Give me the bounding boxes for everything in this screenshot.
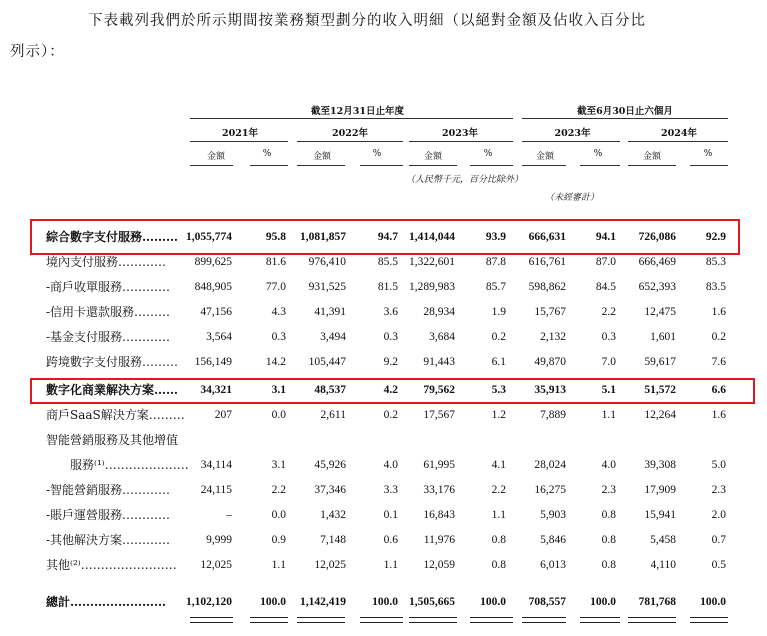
amount-cell: 37,346 xyxy=(314,484,346,496)
amount-cell: 3,564 xyxy=(206,331,232,343)
table-row xyxy=(0,302,767,323)
table-row xyxy=(0,505,767,526)
amount-cell: 91,443 xyxy=(423,356,455,368)
percent-cell: 100.0 xyxy=(372,596,398,608)
percent-cell: 3.3 xyxy=(383,484,398,496)
amount-cell: 51,572 xyxy=(644,384,676,396)
row-label: -商戶收單服務………… xyxy=(46,280,171,294)
amount-cell: 1,414,044 xyxy=(409,231,455,243)
header-group-halfyear: 截至6月30日止六個月 xyxy=(577,106,673,117)
percent-cell: 1.9 xyxy=(491,306,506,318)
table-row xyxy=(0,327,767,348)
amount-cell: 5,846 xyxy=(540,534,566,546)
row-label: -賬戶運營服務………… xyxy=(46,508,171,522)
amount-cell: 7,148 xyxy=(320,534,346,546)
percent-cell: 14.2 xyxy=(265,356,286,368)
percent-cell: 2.3 xyxy=(711,484,726,496)
percent-cell: 7.0 xyxy=(601,356,616,368)
amount-cell: 931,525 xyxy=(308,281,346,293)
amount-cell: 1,055,774 xyxy=(186,231,232,243)
amount-cell: 598,862 xyxy=(528,281,566,293)
amount-cell: 24,115 xyxy=(200,484,232,496)
row-label: -其他解決方案………… xyxy=(46,533,171,547)
rule-sub xyxy=(250,165,288,166)
subheader-pct: % xyxy=(593,149,603,159)
subheader-amount: 金額 xyxy=(535,152,554,162)
table-row xyxy=(0,530,767,551)
rule-sub xyxy=(409,165,457,166)
amount-cell: 2,611 xyxy=(320,409,346,421)
percent-cell: 3.1 xyxy=(271,384,286,396)
amount-cell: 666,631 xyxy=(528,231,566,243)
amount-cell: 5,458 xyxy=(650,534,676,546)
total-underline xyxy=(522,617,566,623)
amount-cell: 34,114 xyxy=(200,459,232,471)
percent-cell: 0.3 xyxy=(271,331,286,343)
header-year-2021: 2021年 xyxy=(222,128,258,139)
amount-cell: 28,024 xyxy=(534,459,566,471)
amount-cell: 12,025 xyxy=(200,559,232,571)
header-year-2022: 2022年 xyxy=(332,128,368,139)
amount-cell: 11,976 xyxy=(423,534,455,546)
amount-cell: 4,110 xyxy=(650,559,676,571)
rule-h2024 xyxy=(628,141,728,142)
percent-cell: 81.6 xyxy=(265,256,286,268)
amount-cell: 1,081,857 xyxy=(300,231,346,243)
percent-cell: 2.2 xyxy=(491,484,506,496)
percent-cell: 4.2 xyxy=(383,384,398,396)
highlight-box-payment xyxy=(30,219,740,255)
percent-cell: 4.0 xyxy=(601,459,616,471)
percent-cell: 0.7 xyxy=(711,534,726,546)
amount-cell: 708,557 xyxy=(528,596,566,608)
amount-cell xyxy=(375,430,455,451)
percent-cell: 1.1 xyxy=(601,409,616,421)
row-label: 其他⁽²⁾…………………… xyxy=(46,558,177,572)
rule-sub xyxy=(190,165,233,166)
amount-cell: 1,505,665 xyxy=(409,596,455,608)
amount-cell xyxy=(596,430,676,451)
amount-cell: 1,102,120 xyxy=(186,596,232,608)
amount-cell: 976,410 xyxy=(308,256,346,268)
amount-cell: 39,308 xyxy=(644,459,676,471)
percent-cell: 0.3 xyxy=(383,331,398,343)
percent-cell: 85.7 xyxy=(485,281,506,293)
percent-cell: 85.3 xyxy=(705,256,726,268)
amount-cell: 35,913 xyxy=(534,384,566,396)
rule-sub xyxy=(628,165,676,166)
percent-cell: 100.0 xyxy=(700,596,726,608)
amount-cell: 16,843 xyxy=(423,509,455,521)
rule-2023 xyxy=(409,141,513,142)
rule-sub xyxy=(360,165,403,166)
row-label: 境內支付服務………… xyxy=(46,255,167,269)
amount-cell: 1,142,419 xyxy=(300,596,346,608)
amount-cell: 2,132 xyxy=(540,331,566,343)
percent-cell: 0.3 xyxy=(601,331,616,343)
row-label: 總計…………………… xyxy=(46,595,167,609)
percent-cell: 0.8 xyxy=(491,534,506,546)
total-underline xyxy=(250,617,288,623)
amount-cell: 28,934 xyxy=(423,306,455,318)
table-row xyxy=(0,277,767,298)
row-label: 跨境數字支付服務……… xyxy=(46,355,179,369)
percent-cell: 0.2 xyxy=(383,409,398,421)
table-row xyxy=(0,592,767,613)
percent-cell: 1.1 xyxy=(271,559,286,571)
amount-cell: 7,889 xyxy=(540,409,566,421)
percent-cell: 0.6 xyxy=(383,534,398,546)
table-row xyxy=(0,252,767,273)
percent-cell: 87.8 xyxy=(485,256,506,268)
subheader-amount: 金額 xyxy=(206,152,225,162)
amount-cell: 207 xyxy=(214,409,232,421)
amount-cell: 33,176 xyxy=(423,484,455,496)
row-label: 商戶SaaS解決方案……… xyxy=(46,408,185,422)
table-row xyxy=(0,480,767,501)
percent-cell: 0.5 xyxy=(711,559,726,571)
total-underline xyxy=(470,617,513,623)
percent-cell: 94.1 xyxy=(595,231,616,243)
unaudited-note: （未經審計） xyxy=(545,193,600,203)
percent-cell: 2.0 xyxy=(711,509,726,521)
percent-cell: 0.1 xyxy=(383,509,398,521)
intro-line-2: 列示）： xyxy=(10,44,65,60)
amount-cell: 9,999 xyxy=(206,534,232,546)
percent-cell xyxy=(686,430,726,451)
amount-cell: 1,289,983 xyxy=(409,281,455,293)
percent-cell: 0.0 xyxy=(271,509,286,521)
amount-cell: 15,941 xyxy=(644,509,676,521)
amount-cell: 12,475 xyxy=(644,306,676,318)
total-underline xyxy=(580,617,620,623)
rule-2022 xyxy=(297,141,403,142)
total-underline xyxy=(628,617,676,623)
percent-cell: 0.9 xyxy=(271,534,286,546)
total-underline xyxy=(360,617,403,623)
unit-note: （人民幣千元，百分比除外） xyxy=(406,175,524,185)
percent-cell: 4.1 xyxy=(491,459,506,471)
amount-cell: 41,391 xyxy=(314,306,346,318)
rule-sub xyxy=(522,165,566,166)
percent-cell: 2.2 xyxy=(271,484,286,496)
percent-cell: 1.2 xyxy=(491,409,506,421)
amount-cell: 17,909 xyxy=(644,484,676,496)
row-label: 服務⁽¹⁾………………… xyxy=(70,458,189,472)
amount-cell: 3,684 xyxy=(429,331,455,343)
amount-cell: 16,275 xyxy=(534,484,566,496)
header-group-halfyear-rule xyxy=(522,118,728,119)
amount-cell: 105,447 xyxy=(308,356,346,368)
table-row xyxy=(0,405,767,426)
amount-cell: 848,905 xyxy=(194,281,232,293)
intro-paragraph xyxy=(10,6,750,68)
amount-cell: – xyxy=(226,509,232,521)
row-label: -智能營銷服務………… xyxy=(46,483,171,497)
table-row xyxy=(0,555,767,576)
row-label: -信用卡還款服務……… xyxy=(46,305,171,319)
amount-cell: 45,926 xyxy=(314,459,346,471)
percent-cell: 0.2 xyxy=(491,331,506,343)
percent-cell: 3.1 xyxy=(271,459,286,471)
table-row xyxy=(0,455,767,476)
amount-cell: 12,264 xyxy=(644,409,676,421)
amount-cell: 49,870 xyxy=(534,356,566,368)
percent-cell: 85.5 xyxy=(377,256,398,268)
percent-cell: 0.0 xyxy=(271,409,286,421)
amount-cell: 6,013 xyxy=(540,559,566,571)
percent-cell: 1.6 xyxy=(711,306,726,318)
amount-cell: 899,625 xyxy=(194,256,232,268)
percent-cell: 83.5 xyxy=(705,281,726,293)
amount-cell: 61,995 xyxy=(423,459,455,471)
rule-sub xyxy=(297,165,345,166)
subheader-pct: % xyxy=(483,149,493,159)
amount-cell: 1,601 xyxy=(650,331,676,343)
row-label: 智能營銷服務及其他增值 xyxy=(46,433,179,447)
percent-cell: 87.0 xyxy=(595,256,616,268)
amount-cell: 15,767 xyxy=(534,306,566,318)
percent-cell: 77.0 xyxy=(265,281,286,293)
percent-cell: 1.6 xyxy=(711,409,726,421)
table-row xyxy=(0,352,767,373)
percent-cell: 0.8 xyxy=(601,509,616,521)
rule-sub xyxy=(470,165,513,166)
amount-cell xyxy=(266,430,346,451)
percent-cell: 7.6 xyxy=(711,356,726,368)
highlight-box-solutions xyxy=(30,378,755,404)
row-label: -基金支付服務………… xyxy=(46,330,171,344)
rule-sub xyxy=(580,165,620,166)
percent-cell: 92.9 xyxy=(705,231,726,243)
amount-cell: 616,761 xyxy=(528,256,566,268)
amount-cell: 666,469 xyxy=(638,256,676,268)
amount-cell xyxy=(486,430,566,451)
amount-cell: 17,567 xyxy=(423,409,455,421)
percent-cell: 100.0 xyxy=(480,596,506,608)
amount-cell: 156,149 xyxy=(194,356,232,368)
percent-cell: 100.0 xyxy=(260,596,286,608)
amount-cell: 5,903 xyxy=(540,509,566,521)
amount-cell: 1,322,601 xyxy=(409,256,455,268)
percent-cell: 95.8 xyxy=(265,231,286,243)
subheader-pct: % xyxy=(703,149,713,159)
percent-cell: 3.6 xyxy=(383,306,398,318)
total-underline xyxy=(297,617,345,623)
amount-cell: 12,059 xyxy=(423,559,455,571)
amount-cell: 726,086 xyxy=(638,231,676,243)
amount-cell: 59,617 xyxy=(644,356,676,368)
percent-cell: 2.2 xyxy=(601,306,616,318)
amount-cell: 34,321 xyxy=(200,384,232,396)
percent-cell: 6.6 xyxy=(711,384,726,396)
total-underline xyxy=(409,617,457,623)
amount-cell: 652,393 xyxy=(638,281,676,293)
amount-cell: 48,537 xyxy=(314,384,346,396)
amount-cell: 79,562 xyxy=(423,384,455,396)
percent-cell: 0.2 xyxy=(711,331,726,343)
rule-h2023 xyxy=(522,141,620,142)
percent-cell: 4.3 xyxy=(271,306,286,318)
rule-sub xyxy=(690,165,728,166)
row-label: 數字化商業解決方案…… xyxy=(46,383,179,397)
percent-cell: 4.0 xyxy=(383,459,398,471)
amount-cell: 12,025 xyxy=(314,559,346,571)
amount-cell: 47,156 xyxy=(200,306,232,318)
subheader-amount: 金額 xyxy=(312,152,331,162)
header-group-year-rule xyxy=(190,118,513,119)
subheader-pct: % xyxy=(262,149,272,159)
percent-cell: 93.9 xyxy=(485,231,506,243)
header-year-2023: 2023年 xyxy=(442,128,478,139)
row-label: 綜合數字支付服務……… xyxy=(46,230,179,244)
percent-cell: 0.8 xyxy=(601,559,616,571)
total-underline xyxy=(190,617,233,623)
percent-cell: 0.8 xyxy=(491,559,506,571)
header-group-year: 截至12月31日止年度 xyxy=(311,106,404,117)
header-half-2023: 2023年 xyxy=(554,128,591,139)
intro-line-1: 下表載列我們於所示期間按業務類型劃分的收入明細（以絕對金額及佔收入百分比 xyxy=(88,13,646,29)
subheader-amount: 金額 xyxy=(642,152,661,162)
percent-cell: 5.0 xyxy=(711,459,726,471)
table-row xyxy=(0,430,767,451)
percent-cell: 2.3 xyxy=(601,484,616,496)
amount-cell: 1,432 xyxy=(320,509,346,521)
percent-cell: 81.5 xyxy=(377,281,398,293)
amount-cell: 781,768 xyxy=(638,596,676,608)
percent-cell: 6.1 xyxy=(491,356,506,368)
percent-cell: 0.8 xyxy=(601,534,616,546)
percent-cell: 9.2 xyxy=(383,356,398,368)
amount-cell xyxy=(152,430,232,451)
percent-cell: 1.1 xyxy=(491,509,506,521)
amount-cell: 3,494 xyxy=(320,331,346,343)
percent-cell: 94.7 xyxy=(377,231,398,243)
percent-cell: 5.3 xyxy=(491,384,506,396)
header-half-2024: 2024年 xyxy=(661,128,697,139)
percent-cell: 5.1 xyxy=(601,384,616,396)
percent-cell: 1.1 xyxy=(383,559,398,571)
subheader-amount: 金額 xyxy=(423,152,442,162)
percent-cell: 84.5 xyxy=(595,281,616,293)
rule-2021 xyxy=(190,141,288,142)
percent-cell: 100.0 xyxy=(590,596,616,608)
total-underline xyxy=(690,617,728,623)
subheader-pct: % xyxy=(372,149,382,159)
